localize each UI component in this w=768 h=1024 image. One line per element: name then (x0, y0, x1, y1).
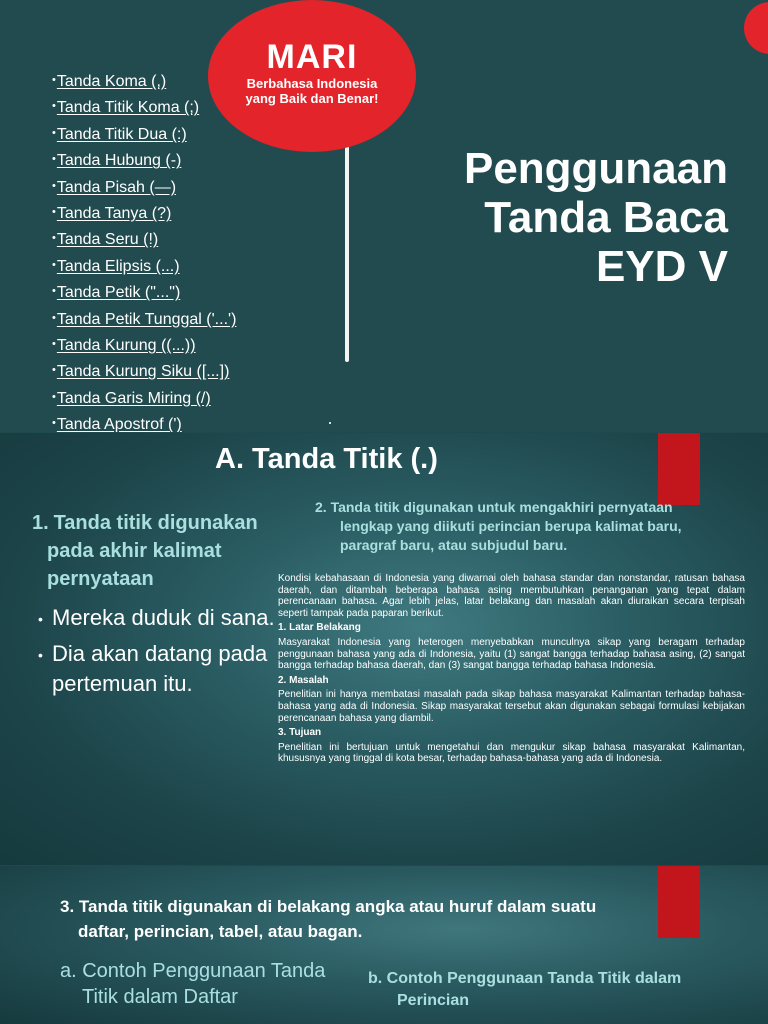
toc-link[interactable]: Tanda Pisah (—) (56, 178, 177, 196)
toc-link[interactable]: Tanda Petik Tunggal ('...') (56, 310, 237, 328)
example-document (278, 573, 745, 768)
toc-link[interactable]: Tanda Titik Koma (;) (56, 99, 200, 117)
toc-link[interactable]: Tanda Seru (!) (56, 231, 159, 249)
example-text: Dia akan datang pada pertemuan itu. (52, 641, 268, 696)
toc-link[interactable]: Tanda Kurung ((...)) (56, 337, 196, 355)
rule-text: daftar, perincian, tabel, atau bagan. (78, 922, 363, 941)
decorative-dot (329, 422, 331, 424)
slide-cover (0, 0, 768, 432)
toc-link[interactable]: Tanda Tanya (?) (56, 205, 172, 223)
sign-title: MARI (266, 38, 358, 76)
doc-paragraph: Masyarakat Indonesia yang heterogen menyebabkan munculnya sikap yang beragam terhadap penggunaan bahasa yang ada di Indonesia, yaitu (1) sangat bangga terhadap bahasa asing, (2) sangat bangga terhadap bahasa daerah, dan (3) sangat bangga terhadap bahasa Indonesia. (278, 636, 745, 672)
rule-3 (60, 894, 700, 944)
rule-text: 2. Tanda titik digunakan untuk mengakhiri pernyataan (315, 499, 673, 515)
toc-item[interactable]: •Tanda Koma (,) (52, 73, 167, 90)
toc-link[interactable]: Tanda Hubung (-) (56, 152, 182, 170)
rule-text: 3. Tanda titik digunakan di belakang angka atau huruf dalam suatu (60, 897, 597, 916)
sub-heading-b (368, 968, 681, 1012)
toc-item[interactable]: •Tanda Tanya (?) (52, 205, 172, 223)
corner-decoration (744, 2, 768, 54)
toc-link[interactable]: Tanda Petik ("...") (56, 284, 181, 302)
toc-item[interactable]: •Tanda Hubung (-) (52, 152, 182, 170)
sign-stick (345, 130, 349, 362)
red-accent-bar (658, 433, 700, 505)
title-line: Penggunaan (463, 144, 728, 193)
toc-item[interactable]: •Tanda Kurung ((...)) (52, 337, 196, 355)
rule-text: lengkap yang diikuti perincian berupa kalimat baru, (340, 518, 682, 534)
doc-paragraph: Penelitian ini bertujuan untuk mengetahui dan mengukur sikap bahasa masyarakat Kalimantan, khususnya yang tinggal di kota besar, terhadap bahasa-bahasa yang ada di Indonesia. (278, 741, 745, 765)
rule-text: paragraf baru, atau subjudul baru. (340, 537, 568, 553)
toc-item[interactable]: •Tanda Garis Miring (/) (52, 389, 211, 407)
slide-title: A. Tanda Titik (.) (215, 443, 438, 475)
toc-item[interactable]: •Tanda Pisah (—) (52, 178, 177, 196)
sub-heading-text: b. Contoh Penggunaan Tanda Titik dalam (368, 970, 682, 987)
doc-paragraph: Kondisi kebahasaan di Indonesia yang diwarnai oleh bahasa standar dan nonstandar, ratusan bahasa daerah, dan ditambah beberapa bahasa asing membutuhkan penanganan yang tepat dalam perencanaan bahasa. Agar lebih jelas, latar belakang dan masalah akan diuraikan secara terpisah seperti tampak pada paparan berikut. (278, 573, 745, 619)
doc-heading: 1. Latar Belakang (278, 622, 361, 634)
toc-link[interactable]: Tanda Koma (,) (56, 73, 167, 90)
toc-item[interactable]: •Tanda Titik Koma (;) (52, 99, 200, 117)
rule-number: 1. (32, 512, 49, 534)
example-text: Mereka duduk di sana. (52, 605, 275, 630)
sub-heading-text: Perincian (397, 992, 470, 1009)
sub-heading-a (60, 958, 325, 1010)
rule-text: Tanda titik digunakan (53, 512, 258, 534)
toc-item[interactable]: •Tanda Petik ("...") (52, 284, 181, 302)
toc-item[interactable]: •Tanda Seru (!) (52, 231, 159, 249)
example-list (38, 603, 288, 705)
doc-heading: 3. Tujuan (278, 727, 322, 739)
doc-heading: 2. Masalah (278, 674, 329, 686)
sign-subtitle-line: yang Baik dan Benar! (245, 91, 379, 106)
toc-item[interactable]: •Tanda Kurung Siku ([...]) (52, 363, 230, 381)
sub-heading-text: a. Contoh Penggunaan Tanda (60, 960, 326, 982)
toc-link[interactable]: Tanda Kurung Siku ([...]) (56, 363, 230, 381)
toc-link[interactable]: Tanda Garis Miring (/) (56, 389, 211, 407)
sub-heading-text: Titik dalam Daftar (82, 986, 238, 1008)
title-line: Tanda Baca (484, 193, 728, 242)
toc-link[interactable]: Tanda Titik Dua (:) (56, 125, 187, 143)
table-of-contents (52, 68, 236, 432)
example-item: • Dia akan datang pada pertemuan itu. (38, 641, 268, 696)
toc-link[interactable]: Tanda Apostrof (') (56, 416, 182, 432)
rule-text: pernyataan (47, 568, 154, 590)
presentation-title (464, 144, 728, 291)
rule-1 (32, 509, 282, 593)
mari-sign-badge (208, 0, 416, 152)
sign-subtitle-line: Berbahasa Indonesia (246, 76, 378, 91)
slide-tanda-titik (0, 433, 768, 865)
rule-2 (315, 498, 735, 555)
toc-link[interactable]: Tanda Elipsis (...) (56, 257, 180, 275)
toc-item[interactable]: •Tanda Petik Tunggal ('...') (52, 310, 237, 328)
doc-paragraph: Penelitian ini hanya membatasi masalah pada sikap bahasa masyarakat Kalimantan terhadap bahasa-bahasa yang ada di Indonesia. Sikap masyarakat tersebut akan digunakan sebagai formulasi kebijakan perencanaan bahasa yang diambil. (278, 689, 745, 724)
toc-item[interactable]: •Tanda Elipsis (...) (52, 257, 180, 275)
toc-item[interactable]: •Tanda Titik Dua (:) (52, 125, 187, 143)
sign-subtitle (208, 76, 416, 106)
slide-tanda-titik-daftar (0, 866, 768, 1024)
title-line: EYD V (595, 242, 728, 291)
rule-text: pada akhir kalimat (47, 540, 222, 562)
example-item: • Mereka duduk di sana. (38, 605, 275, 630)
toc-item[interactable]: •Tanda Apostrof (') (52, 416, 182, 432)
